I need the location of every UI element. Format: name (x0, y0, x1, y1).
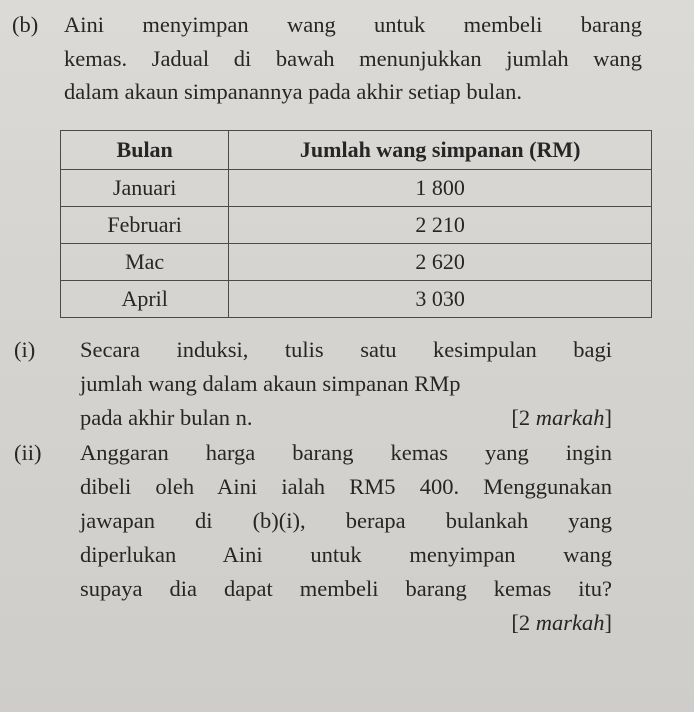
header-month: Bulan (61, 131, 229, 170)
cell-month: April (61, 281, 229, 318)
sub-ii-line-2: dibeli oleh Aini ialah RM5 400. Menggunakan (80, 474, 612, 499)
sub-i-line-2: jumlah wang dalam akaun simpanan RMp (80, 371, 461, 396)
cell-amount: 2 620 (229, 244, 652, 281)
cell-amount: 3 030 (229, 281, 652, 318)
sub-ii-marks (511, 610, 612, 635)
sub-i-last-row (80, 401, 612, 435)
marks-close: ] (604, 405, 612, 430)
savings-table (60, 130, 652, 318)
marks-close: ] (604, 610, 612, 635)
table-row (61, 281, 652, 318)
cell-month: Februari (61, 207, 229, 244)
sub-ii-line-5: supaya dia dapat membeli barang kemas itu? (80, 576, 612, 601)
question-b-label: (b) (12, 12, 39, 37)
sub-ii-line-3: jawapan di (b)(i), berapa bulankah yang (80, 508, 612, 533)
table-row (61, 244, 652, 281)
marks-open: [2 (511, 405, 536, 430)
question-b (12, 8, 672, 109)
sub-ii-line-4: diperlukan Aini untuk menyimpan wang (80, 542, 612, 567)
table-row (61, 207, 652, 244)
cell-month: Januari (61, 170, 229, 207)
question-b-line-2: kemas. Jadual di bawah menunjukkan jumlah wang (64, 45, 642, 71)
cell-amount: 1 800 (229, 170, 652, 207)
sub-i-marks (511, 401, 612, 435)
marks-word: markah (535, 610, 605, 635)
sub-ii-marks-row (80, 606, 612, 640)
cell-month: Mac (61, 244, 229, 281)
sub-ii-line-1: Anggaran harga barang kemas yang ingin (80, 440, 612, 465)
header-amount: Jumlah wang simpanan (RM) (229, 131, 652, 170)
sub-question-i (14, 333, 612, 435)
marks-open: [2 (511, 610, 536, 635)
question-b-line-3: dalam akaun simpanannya pada akhir setiap bulan. (64, 79, 522, 104)
sub-question-ii-label: (ii) (14, 440, 42, 465)
table-row (61, 170, 652, 207)
cell-amount: 2 210 (229, 207, 652, 244)
table-header-row (61, 131, 652, 170)
sub-i-line-3: pada akhir bulan n. (80, 405, 253, 430)
marks-word: markah (535, 405, 605, 430)
question-b-line-1: Aini menyimpan wang untuk membeli barang (64, 12, 642, 37)
sub-question-ii (14, 436, 612, 640)
sub-i-line-1: Secara induksi, tulis satu kesimpulan bagi (80, 337, 612, 362)
sub-question-i-label: (i) (14, 337, 36, 362)
